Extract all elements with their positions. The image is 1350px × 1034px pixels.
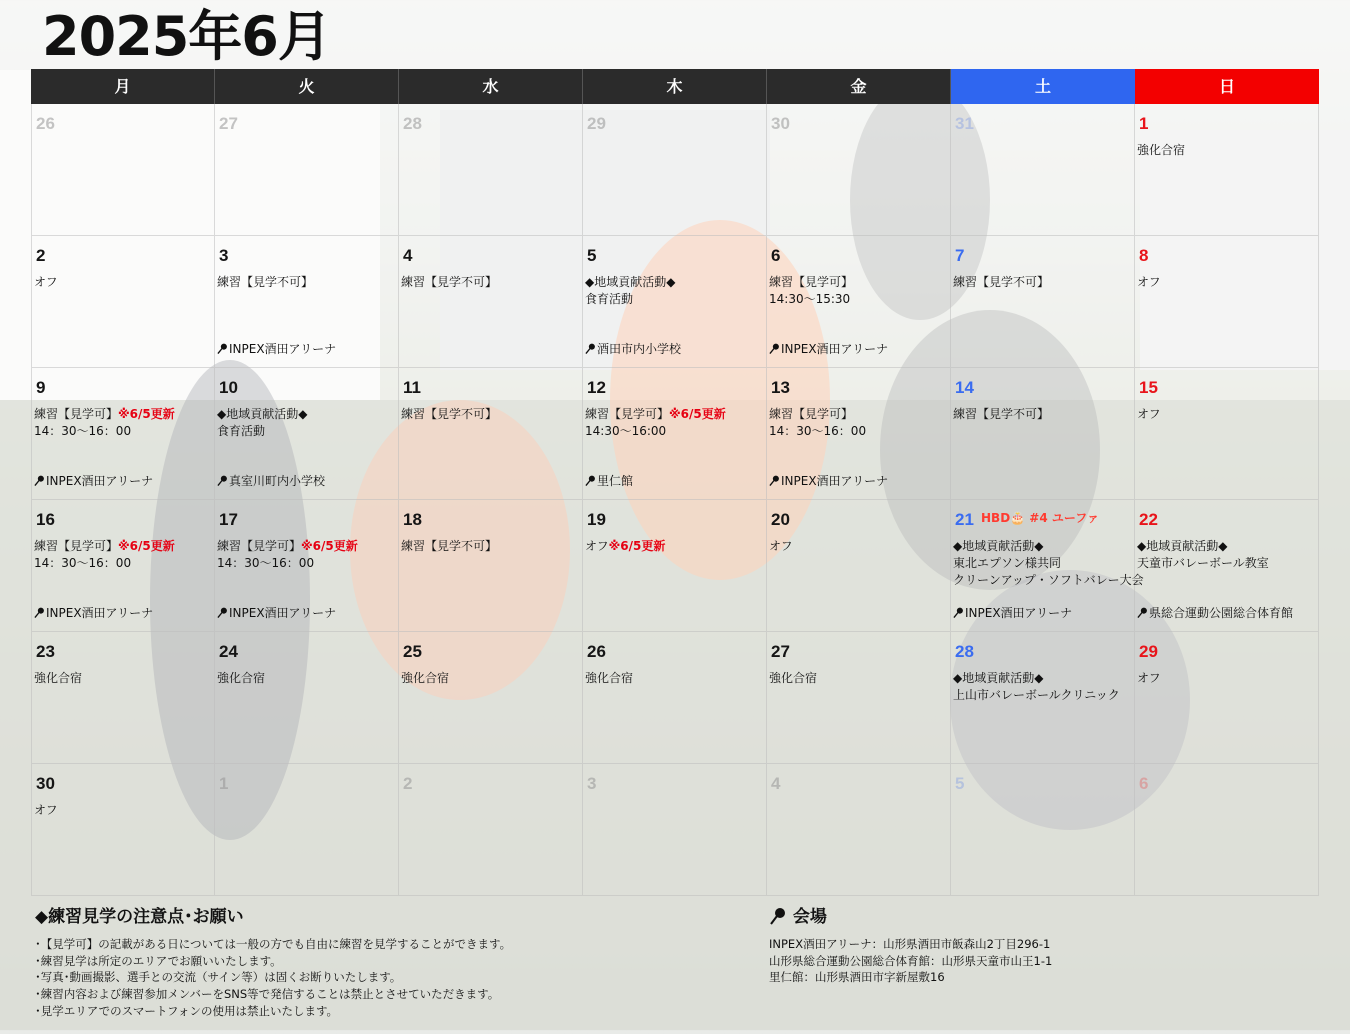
day-cell <box>583 368 767 500</box>
day-cell <box>767 764 951 896</box>
birthday-note: HBD🎂 #4 ユーファ <box>981 511 1100 525</box>
day-cell <box>1135 368 1319 500</box>
event-line <box>401 670 580 687</box>
day-cell <box>583 104 767 236</box>
event-text: オフ <box>34 275 58 289</box>
day-number: 10 <box>219 378 238 397</box>
event-text: 強化合宿 <box>401 671 450 685</box>
day-number: 11 <box>403 378 421 397</box>
day-event <box>34 538 212 572</box>
event-text: 練習【見学不可】 <box>401 407 498 421</box>
venue-name: INPEX酒田アリーナ <box>46 474 154 488</box>
event-line <box>401 406 580 423</box>
event-text: 14:30～15:30 <box>769 292 851 306</box>
event-line <box>953 406 1132 423</box>
weekday-0: 月 <box>31 69 215 104</box>
day-cell <box>399 236 583 368</box>
event-line <box>34 802 212 819</box>
day-event <box>953 538 1144 589</box>
day-number: 1 <box>219 774 229 793</box>
notes-section <box>35 902 735 1020</box>
event-line <box>217 406 396 423</box>
note-line: ･練習内容および練習参加メンバーをSNS等で発信することは禁止とさせていただきます。 <box>35 987 500 1002</box>
day-cell <box>31 368 215 500</box>
day-event <box>769 538 948 555</box>
day-venue <box>1137 604 1318 621</box>
day-venue <box>769 472 950 489</box>
day-cell <box>767 368 951 500</box>
event-text: クリーンアップ・ソフトバレー大会 <box>953 573 1144 587</box>
day-cell <box>583 236 767 368</box>
event-text: 練習【見学不可】 <box>953 275 1050 289</box>
day-cell <box>215 632 399 764</box>
event-line <box>34 538 212 555</box>
day-number: 6 <box>771 246 781 265</box>
day-event <box>769 670 948 687</box>
day-venue <box>953 604 1134 621</box>
day-cell <box>31 764 215 896</box>
day-event <box>769 406 948 440</box>
event-text: 強化合宿 <box>217 671 266 685</box>
day-number: 4 <box>771 774 781 793</box>
day-cell <box>31 236 215 368</box>
day-event <box>1137 406 1316 423</box>
weekday-3: 木 <box>583 69 767 104</box>
day-number: 1 <box>1139 114 1149 133</box>
venues-section <box>769 902 1309 986</box>
day-event <box>401 538 580 555</box>
day-number: 4 <box>403 246 413 265</box>
day-event <box>217 538 396 572</box>
day-number: 3 <box>587 774 597 793</box>
day-number: 23 <box>36 642 55 661</box>
event-text: オフ <box>1137 407 1161 421</box>
venue-name: INPEX酒田アリーナ <box>229 606 337 620</box>
calendar <box>31 69 1319 896</box>
day-number: 7 <box>955 246 965 265</box>
day-number: 2 <box>403 774 413 793</box>
day-number: 12 <box>587 378 606 397</box>
day-cell <box>951 236 1135 368</box>
day-number: 27 <box>219 114 238 133</box>
pin-icon <box>217 475 228 486</box>
venue-name: INPEX酒田アリーナ <box>965 606 1073 620</box>
day-number: 19 <box>587 510 606 529</box>
day-event <box>401 406 580 423</box>
event-text: 練習【見学可】 <box>769 407 854 421</box>
day-event <box>217 670 396 687</box>
event-text: ◆地域貢献活動◆ <box>585 275 676 289</box>
calendar-week <box>31 500 1319 632</box>
day-cell <box>215 764 399 896</box>
venue-name: INPEX酒田アリーナ <box>781 474 889 488</box>
event-line <box>585 291 764 308</box>
event-text: 食育活動 <box>585 292 634 306</box>
day-cell <box>399 632 583 764</box>
weekday-1: 火 <box>215 69 399 104</box>
day-event <box>34 406 212 440</box>
calendar-week <box>31 236 1319 368</box>
day-cell <box>951 632 1135 764</box>
weekday-2: 水 <box>399 69 583 104</box>
venue-address: 山形県総合運動公園総合体育館：山形県天童市山王1-1 <box>769 953 1053 968</box>
event-text: 東北エプソン様共同 <box>953 556 1062 570</box>
day-number: 3 <box>219 246 229 265</box>
day-cell <box>767 104 951 236</box>
day-cell <box>583 632 767 764</box>
day-venue <box>34 472 214 489</box>
day-venue <box>217 472 398 489</box>
event-line <box>953 555 1132 572</box>
event-line <box>1137 406 1316 423</box>
event-line <box>769 274 948 291</box>
pin-icon <box>585 343 596 354</box>
event-line <box>34 555 212 572</box>
day-cell <box>951 500 1144 632</box>
event-line <box>953 572 1144 589</box>
event-line <box>1137 142 1316 159</box>
venues-heading <box>769 902 1309 927</box>
pin-icon <box>1137 607 1148 618</box>
event-text: 14：30～16：00 <box>34 556 132 570</box>
event-line <box>217 423 396 440</box>
event-line <box>953 274 1132 291</box>
day-number: 30 <box>771 114 790 133</box>
event-text: 練習【見学不可】 <box>401 539 498 553</box>
day-number: 13 <box>771 378 790 397</box>
event-text: 14:30～16:00 <box>585 424 667 438</box>
day-cell <box>31 632 215 764</box>
day-venue <box>217 604 398 621</box>
event-line <box>217 555 396 572</box>
day-number: 29 <box>587 114 606 133</box>
day-number: 21 <box>955 510 974 529</box>
event-text: 練習【見学可】 <box>217 539 302 553</box>
pin-icon <box>217 607 228 618</box>
event-text: 上山市バレーボールクリニック <box>953 688 1120 702</box>
event-line <box>1137 555 1316 572</box>
day-number: 5 <box>955 774 965 793</box>
event-line <box>1137 274 1316 291</box>
venue-name: 里仁館 <box>597 474 634 488</box>
venue-name: INPEX酒田アリーナ <box>229 342 337 356</box>
day-event <box>401 670 580 687</box>
event-text: 14：30～16：00 <box>217 556 315 570</box>
event-text: 練習【見学不可】 <box>401 275 498 289</box>
day-cell <box>215 368 399 500</box>
day-number: 29 <box>1139 642 1158 661</box>
day-cell <box>1135 236 1319 368</box>
day-event <box>953 670 1132 704</box>
day-number: 18 <box>403 510 422 529</box>
event-line <box>585 538 764 555</box>
day-event <box>585 406 764 440</box>
event-text: 強化合宿 <box>1137 143 1186 157</box>
venue-name: INPEX酒田アリーナ <box>781 342 889 356</box>
notes-list <box>35 936 735 1020</box>
weekday-header <box>31 69 1319 104</box>
pin-icon <box>953 607 964 618</box>
venues-list <box>769 936 1309 986</box>
day-number: 25 <box>403 642 422 661</box>
event-line <box>217 670 396 687</box>
day-cell <box>583 764 767 896</box>
pin-icon <box>34 475 45 486</box>
event-line <box>585 423 764 440</box>
update-note: ※6/5更新 <box>118 407 175 421</box>
day-cell <box>767 632 951 764</box>
venue-name: 県総合運動公園総合体育館 <box>1149 606 1294 620</box>
day-cell <box>1135 500 1319 632</box>
venue-address: INPEX酒田アリーナ：山形県酒田市飯森山2丁目296-1 <box>769 937 1051 951</box>
day-venue <box>34 604 214 621</box>
day-event <box>1137 538 1316 572</box>
event-line <box>401 538 580 555</box>
day-event <box>217 406 396 440</box>
day-event <box>1137 670 1316 687</box>
note-line: ･【見学可】の記載がある日については一般の方でも自由に練習を見学することができます。 <box>35 937 512 951</box>
day-number: 26 <box>36 114 55 133</box>
day-event <box>1137 274 1316 291</box>
day-number: 14 <box>955 378 974 397</box>
note-line: ･写真･動画撮影、選手との交流（サイン等）は固くお断りいたします。 <box>35 970 402 985</box>
day-event <box>769 274 948 308</box>
day-number: 8 <box>1139 246 1149 265</box>
note-line: ･見学エリアでのスマートフォンの使用は禁止いたします。 <box>35 1003 339 1018</box>
event-line <box>34 670 212 687</box>
event-line <box>953 670 1132 687</box>
calendar-week <box>31 104 1319 236</box>
event-text: ◆地域貢献活動◆ <box>953 671 1044 685</box>
day-number: 30 <box>36 774 55 793</box>
event-text: 強化合宿 <box>585 671 634 685</box>
day-cell <box>215 500 399 632</box>
event-line <box>1137 670 1316 687</box>
day-number: 22 <box>1139 510 1158 529</box>
day-event <box>34 274 212 291</box>
day-cell <box>399 764 583 896</box>
event-line <box>953 687 1132 704</box>
event-text: 14：30～16：00 <box>769 424 867 438</box>
notes-title: ◆練習見学の注意点･お願い <box>35 907 244 927</box>
day-number: 24 <box>219 642 238 661</box>
event-text: オフ <box>1137 275 1161 289</box>
event-text: オフ <box>769 539 793 553</box>
weekday-4: 金 <box>767 69 951 104</box>
event-text: 14：30～16：00 <box>34 424 132 438</box>
update-note: ※6/5更新 <box>301 539 358 553</box>
event-text: 天童市バレーボール教室 <box>1137 556 1269 570</box>
day-number: 28 <box>955 642 974 661</box>
event-line <box>769 291 948 308</box>
venue-name: 真室川町内小学校 <box>229 474 326 488</box>
day-cell <box>31 104 215 236</box>
day-number: 26 <box>587 642 606 661</box>
day-event <box>953 406 1132 423</box>
day-event <box>34 670 212 687</box>
day-number: 17 <box>219 510 238 529</box>
event-line <box>953 538 1132 555</box>
event-text: ◆地域貢献活動◆ <box>953 539 1044 553</box>
day-event <box>401 274 580 291</box>
event-line <box>769 538 948 555</box>
day-number: 2 <box>36 246 46 265</box>
day-venue <box>585 340 766 357</box>
event-text: 練習【見学可】 <box>769 275 854 289</box>
page-title: 2025年6月 <box>42 5 331 68</box>
event-line <box>585 274 764 291</box>
update-note: ※6/5更新 <box>669 407 726 421</box>
day-cell <box>767 500 951 632</box>
day-number: 15 <box>1139 378 1158 397</box>
event-line <box>585 670 764 687</box>
venues-title: 会場 <box>792 907 827 927</box>
event-line <box>585 406 764 423</box>
event-line <box>217 274 396 291</box>
event-line <box>769 670 948 687</box>
day-number: 31 <box>955 114 974 133</box>
update-note: ※6/5更新 <box>118 539 175 553</box>
venue-name: INPEX酒田アリーナ <box>46 606 154 620</box>
event-text: 練習【見学可】 <box>34 407 119 421</box>
calendar-week <box>31 764 1319 896</box>
day-cell <box>951 764 1135 896</box>
day-number: 9 <box>36 378 46 397</box>
event-text: 練習【見学可】 <box>34 539 119 553</box>
event-text: 練習【見学不可】 <box>953 407 1050 421</box>
day-cell <box>215 236 399 368</box>
event-text: ◆地域貢献活動◆ <box>217 407 308 421</box>
day-cell <box>1135 632 1319 764</box>
day-venue <box>769 340 950 357</box>
event-text: 練習【見学不可】 <box>217 275 314 289</box>
day-event <box>1137 142 1316 159</box>
pin-icon <box>769 343 780 354</box>
day-cell <box>399 104 583 236</box>
day-number: 5 <box>587 246 597 265</box>
day-cell <box>951 368 1135 500</box>
pin-icon <box>769 475 780 486</box>
pin-icon <box>585 475 596 486</box>
note-line: ･練習見学は所定のエリアでお願いいたします。 <box>35 953 282 968</box>
day-event <box>585 670 764 687</box>
event-line <box>769 423 948 440</box>
event-text: 強化合宿 <box>769 671 818 685</box>
day-cell <box>951 104 1135 236</box>
calendar-grid <box>31 104 1319 896</box>
event-text: オフ <box>34 803 58 817</box>
event-line <box>769 406 948 423</box>
venue-name: 酒田市内小学校 <box>597 342 682 356</box>
day-cell <box>1135 104 1319 236</box>
event-line <box>1137 538 1316 555</box>
event-line <box>217 538 396 555</box>
day-number: 27 <box>771 642 790 661</box>
day-event <box>585 274 764 308</box>
pin-icon <box>34 607 45 618</box>
day-cell <box>1135 764 1319 896</box>
event-line <box>34 406 212 423</box>
day-venue <box>585 472 766 489</box>
event-text: 強化合宿 <box>34 671 83 685</box>
event-line <box>34 274 212 291</box>
day-number: 28 <box>403 114 422 133</box>
event-line <box>401 274 580 291</box>
day-cell <box>583 500 767 632</box>
pin-icon <box>217 343 228 354</box>
event-text: 食育活動 <box>217 424 266 438</box>
day-cell <box>399 500 583 632</box>
day-number: 20 <box>771 510 790 529</box>
day-cell <box>399 368 583 500</box>
calendar-week <box>31 632 1319 764</box>
day-event <box>217 274 396 291</box>
venue-address: 里仁館：山形県酒田市字新屋敷16 <box>769 970 945 985</box>
day-event <box>34 802 212 819</box>
day-cell <box>215 104 399 236</box>
day-cell <box>767 236 951 368</box>
day-event <box>585 538 764 555</box>
day-venue <box>217 340 398 357</box>
event-text: オフ <box>1137 671 1161 685</box>
pin-icon <box>769 907 787 925</box>
event-text: 練習【見学可】 <box>585 407 670 421</box>
day-number: 6 <box>1139 774 1149 793</box>
event-text: ◆地域貢献活動◆ <box>1137 539 1228 553</box>
weekday-6: 日 <box>1135 69 1319 104</box>
day-event <box>953 274 1132 291</box>
day-cell <box>31 500 215 632</box>
calendar-week <box>31 368 1319 500</box>
update-note: ※6/5更新 <box>608 539 666 553</box>
weekday-5: 土 <box>951 69 1135 104</box>
event-text: オフ <box>585 539 609 553</box>
event-line <box>34 423 212 440</box>
day-number: 16 <box>36 510 55 529</box>
